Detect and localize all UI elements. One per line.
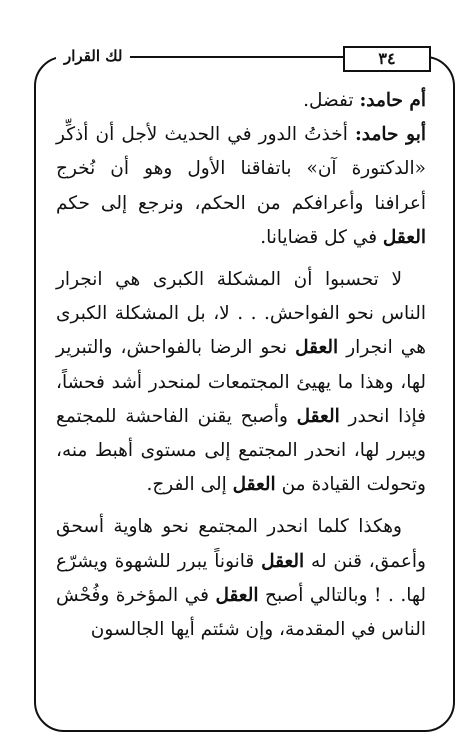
paragraph-text: قانوناً يبرر للشهوة ويشرّع لها. . ! وبالتالي أصبح — [56, 550, 427, 606]
paragraph-abu-hamid — [56, 118, 426, 255]
paragraph-text: لا تحسبوا أن المشكلة الكبرى هي انجرار الناس نحو الفواحش. . . لا، بل المشكلة الكبرى هي انجرار — [56, 269, 426, 359]
paragraph-text: في المؤخرة وفُحْش الناس في المقدمة، وإن شئتم أيها الجالسون — [56, 584, 426, 641]
paragraph-text: أخذتُ الدور في الحديث لأجل أن أذكِّر «الدكتورة آن» باتفاقنا الأول وهو أن نُخرج أعرافنا وأعرافكم من الحكم، ونرجع إلى حكم — [56, 124, 426, 214]
paragraph-text: تفضل. — [303, 90, 360, 111]
paragraph-text: نحو الرضا بالفواحش، والتبرير لها، وهذا ما يهيئ المجتمعات لمنحدر أشد فحشاً، فإذا انحدر — [56, 337, 427, 427]
emphasis-word: العقل — [296, 405, 340, 427]
emphasis-word: العقل — [232, 474, 276, 496]
paragraph-society-decline — [56, 510, 426, 647]
emphasis-word: العقل — [295, 337, 339, 359]
emphasis-word: العقل — [215, 584, 259, 606]
page-body — [56, 84, 426, 647]
running-header-title: لك القرار — [56, 42, 130, 70]
paragraph-um-hamid — [56, 84, 426, 118]
paragraph-major-problem — [56, 263, 426, 502]
speaker-label: أبو حامد: — [354, 124, 426, 146]
paragraph-text: في كل قضايانا. — [260, 226, 383, 248]
emphasis-word: العقل — [382, 226, 426, 248]
speaker-label: أم حامد: — [359, 90, 426, 111]
page-number: ٣٤ — [343, 46, 431, 72]
emphasis-word: العقل — [261, 550, 305, 572]
paragraph-text: وهكذا كلما انحدر المجتمع نحو هاوية أسحق وأعمق، قنن له — [56, 516, 426, 572]
paragraph-text: وأصبح يقنن الفاحشة للمجتمع ويبرر لها، انحدر المجتمع إلى مستوى أهبط منه، وتحولت القيادة من — [56, 405, 426, 496]
paragraph-text: إلى الفرج. — [146, 474, 233, 496]
